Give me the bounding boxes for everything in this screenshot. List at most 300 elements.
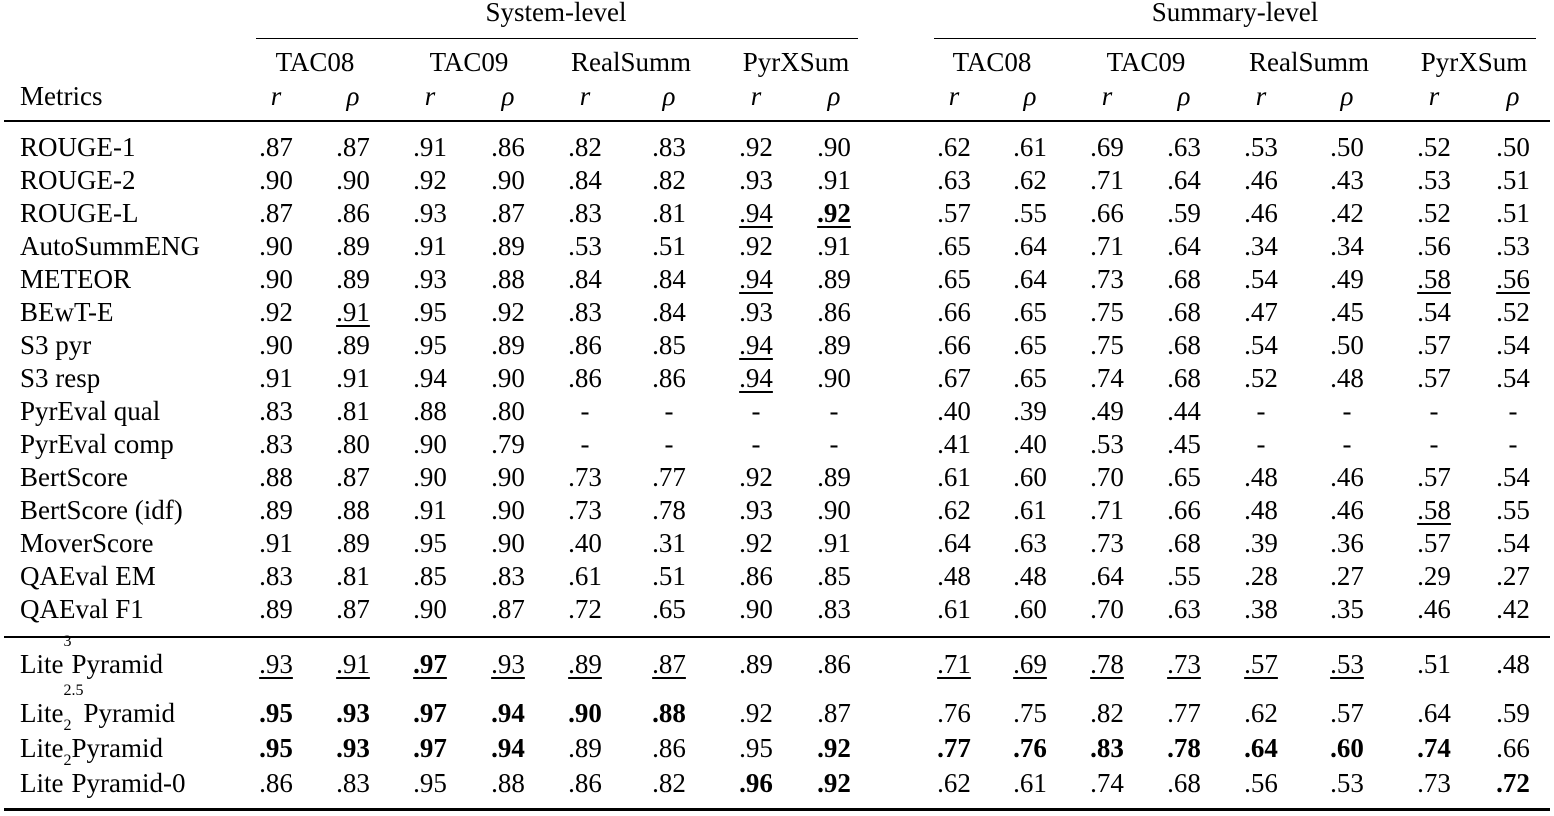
score-cell: .40	[937, 396, 971, 426]
score-cell: .65	[1167, 462, 1201, 492]
score-cell: .87	[817, 698, 851, 728]
score-cell: .92	[817, 768, 851, 798]
score-cell: .67	[937, 363, 971, 393]
score-cell: .89	[259, 594, 293, 624]
score-cell: .52	[1417, 198, 1451, 228]
score-cell: .48	[1244, 462, 1278, 492]
score-cell: .83	[1090, 733, 1124, 763]
score-cell: .61	[568, 561, 602, 591]
score-cell: .89	[491, 231, 525, 261]
score-cell: -	[829, 396, 839, 426]
score-cell: .92	[817, 733, 851, 763]
score-cell: .64	[1244, 733, 1278, 763]
score-cell: .88	[336, 495, 370, 525]
score-cell: .54	[1496, 528, 1530, 558]
score-cell: .83	[568, 198, 602, 228]
top-rule	[4, 120, 1550, 122]
score-cell: .90	[491, 462, 525, 492]
dataset-header: TAC09	[429, 47, 509, 77]
score-cell: .91	[336, 649, 370, 679]
score-cell: .54	[1496, 363, 1530, 393]
score-cell: .71	[1090, 165, 1124, 195]
score-cell: -	[1429, 429, 1439, 459]
dataset-header: RealSumm	[571, 47, 691, 77]
score-cell: -	[1508, 396, 1518, 426]
group-header: System-level	[485, 0, 627, 27]
score-cell: .92	[739, 231, 773, 261]
score-cell: .47	[1244, 297, 1278, 327]
score-cell: .86	[491, 132, 525, 162]
score-cell: .40	[568, 528, 602, 558]
score-cell: .90	[817, 132, 851, 162]
score-cell: .70	[1090, 594, 1124, 624]
score-cell: .51	[652, 561, 686, 591]
score-cell: .61	[937, 594, 971, 624]
score-cell: .54	[1496, 462, 1530, 492]
score-cell: .70	[1090, 462, 1124, 492]
score-cell: .93	[413, 198, 447, 228]
metric-name: AutoSummENG	[20, 231, 201, 261]
metric-name: S3 resp	[20, 363, 101, 393]
score-cell: .94	[491, 698, 525, 728]
score-cell: .46	[1330, 462, 1364, 492]
score-cell: .94	[739, 198, 773, 228]
score-cell: .89	[817, 330, 851, 360]
metric-name: PyrEval qual	[20, 396, 161, 426]
metric-name-suffix: Pyramid-0	[71, 768, 186, 798]
score-cell: .52	[1417, 132, 1451, 162]
score-cell: .87	[491, 594, 525, 624]
score-cell: .63	[937, 165, 971, 195]
score-cell: .86	[817, 297, 851, 327]
score-cell: .94	[739, 363, 773, 393]
score-cell: .73	[1090, 528, 1124, 558]
score-cell: .80	[491, 396, 525, 426]
score-cell: -	[1342, 429, 1352, 459]
score-cell: .82	[1090, 698, 1124, 728]
score-cell: -	[580, 396, 590, 426]
score-cell: .57	[1417, 330, 1451, 360]
metric-name-prefix: Lite	[20, 733, 64, 763]
stat-header: ρ	[501, 81, 515, 111]
stat-header: ρ	[827, 81, 841, 111]
score-cell: .77	[1167, 698, 1201, 728]
score-cell: .91	[413, 495, 447, 525]
metric-name: S3 pyr	[20, 330, 92, 360]
metric-name: ROUGE-2	[20, 165, 136, 195]
metric-name: BertScore (idf)	[20, 495, 183, 525]
score-cell: .95	[739, 733, 773, 763]
score-cell: .83	[259, 429, 293, 459]
score-cell: .81	[336, 396, 370, 426]
score-cell: .86	[568, 330, 602, 360]
score-cell: .88	[491, 264, 525, 294]
score-cell: .53	[1330, 649, 1364, 679]
dataset-header: RealSumm	[1249, 47, 1369, 77]
score-cell: .39	[1013, 396, 1047, 426]
score-cell: .82	[568, 132, 602, 162]
score-cell: .69	[1013, 649, 1047, 679]
score-cell: .63	[1167, 594, 1201, 624]
mid-rule	[4, 636, 1550, 638]
score-cell: .92	[817, 198, 851, 228]
score-cell: .97	[413, 698, 447, 728]
score-cell: .46	[1330, 495, 1364, 525]
score-cell: .71	[1090, 495, 1124, 525]
score-cell: .91	[817, 231, 851, 261]
score-cell: .42	[1496, 594, 1530, 624]
dataset-header: TAC09	[1106, 47, 1186, 77]
score-cell: .60	[1013, 594, 1047, 624]
stat-header: r	[270, 81, 282, 111]
score-cell: .90	[491, 495, 525, 525]
score-cell: .93	[259, 649, 293, 679]
score-cell: .87	[336, 594, 370, 624]
score-cell: .56	[1244, 768, 1278, 798]
score-cell: .66	[937, 330, 971, 360]
score-cell: .61	[1013, 768, 1047, 798]
score-cell: .93	[336, 698, 370, 728]
score-cell: .89	[568, 733, 602, 763]
metric-name-prefix: Lite	[20, 649, 64, 679]
score-cell: .90	[491, 528, 525, 558]
score-cell: -	[1508, 429, 1518, 459]
bottom-rule	[4, 808, 1550, 811]
score-cell: .68	[1167, 297, 1201, 327]
score-cell: .63	[1013, 528, 1047, 558]
score-cell: .34	[1330, 231, 1364, 261]
metric-name: MoverScore	[20, 528, 154, 558]
score-cell: .94	[739, 264, 773, 294]
score-cell: -	[751, 429, 761, 459]
score-cell: .91	[336, 363, 370, 393]
score-cell: .52	[1496, 297, 1530, 327]
metrics-header: Metrics	[20, 81, 103, 111]
score-cell: .92	[491, 297, 525, 327]
score-cell: .59	[1496, 698, 1530, 728]
stat-header: r	[1428, 81, 1440, 111]
score-cell: .51	[652, 231, 686, 261]
score-cell: .86	[568, 768, 602, 798]
score-cell: .56	[1417, 231, 1451, 261]
metric-name: BertScore	[20, 462, 128, 492]
score-cell: .76	[1013, 733, 1047, 763]
score-cell: .86	[817, 649, 851, 679]
score-cell: .95	[413, 330, 447, 360]
dataset-header: TAC08	[952, 47, 1032, 77]
score-cell: .90	[491, 363, 525, 393]
score-cell: .35	[1330, 594, 1364, 624]
score-cell: .91	[817, 165, 851, 195]
score-cell: .51	[1496, 198, 1530, 228]
score-cell: .76	[937, 698, 971, 728]
score-cell: .83	[259, 561, 293, 591]
score-cell: .90	[413, 594, 447, 624]
score-cell: .95	[413, 768, 447, 798]
score-cell: .45	[1167, 429, 1201, 459]
score-cell: .89	[336, 330, 370, 360]
score-cell: .86	[568, 363, 602, 393]
score-cell: .53	[1244, 132, 1278, 162]
score-cell: .50	[1496, 132, 1530, 162]
score-cell: .90	[413, 462, 447, 492]
score-cell: .89	[336, 264, 370, 294]
score-cell: .81	[652, 198, 686, 228]
score-cell: .74	[1417, 733, 1451, 763]
score-cell: .68	[1167, 363, 1201, 393]
score-cell: .90	[413, 429, 447, 459]
score-cell: .66	[937, 297, 971, 327]
score-cell: .53	[1330, 768, 1364, 798]
score-cell: .92	[413, 165, 447, 195]
score-cell: .51	[1417, 649, 1451, 679]
score-cell: .75	[1090, 330, 1124, 360]
score-cell: .89	[259, 495, 293, 525]
score-cell: .78	[1167, 733, 1201, 763]
metric-name-superscript: 2.5	[63, 682, 84, 699]
metric-name-suffix: Pyramid	[83, 698, 175, 728]
score-cell: .65	[1013, 363, 1047, 393]
score-cell: .48	[937, 561, 971, 591]
score-cell: .79	[491, 429, 525, 459]
score-cell: .84	[568, 165, 602, 195]
score-cell: .42	[1330, 198, 1364, 228]
score-cell: .63	[1167, 132, 1201, 162]
score-cell: .86	[652, 733, 686, 763]
score-cell: .83	[568, 297, 602, 327]
score-cell: .29	[1417, 561, 1451, 591]
score-cell: .93	[739, 495, 773, 525]
score-cell: .87	[336, 132, 370, 162]
group-rule-summary	[934, 38, 1536, 39]
metric-name: QAEval EM	[20, 561, 156, 591]
score-cell: .90	[336, 165, 370, 195]
score-cell: .87	[491, 198, 525, 228]
score-cell: .89	[817, 264, 851, 294]
score-cell: .91	[413, 231, 447, 261]
score-cell: .89	[336, 528, 370, 558]
score-cell: .57	[1330, 698, 1364, 728]
metric-name-prefix: Lite	[20, 698, 64, 728]
score-cell: .90	[739, 594, 773, 624]
score-cell: .57	[937, 198, 971, 228]
stat-header: ρ	[1340, 81, 1354, 111]
stat-header: r	[1255, 81, 1267, 111]
score-cell: .78	[652, 495, 686, 525]
stat-header: ρ	[1023, 81, 1037, 111]
score-cell: .83	[336, 768, 370, 798]
stat-header: ρ	[346, 81, 360, 111]
score-cell: .66	[1167, 495, 1201, 525]
metric-name: QAEval F1	[20, 594, 144, 624]
stat-header: ρ	[662, 81, 676, 111]
score-cell: .48	[1244, 495, 1278, 525]
stat-header: r	[750, 81, 762, 111]
metric-name-superscript: 2	[63, 752, 72, 769]
score-cell: .73	[1090, 264, 1124, 294]
score-cell: .83	[817, 594, 851, 624]
score-cell: -	[664, 429, 674, 459]
metric-name	[20, 717, 163, 764]
score-cell: .68	[1167, 330, 1201, 360]
score-cell: .96	[739, 768, 773, 798]
score-cell: .68	[1167, 768, 1201, 798]
score-cell: .87	[652, 649, 686, 679]
score-cell: .72	[568, 594, 602, 624]
score-cell: .73	[1417, 768, 1451, 798]
stat-header: r	[424, 81, 436, 111]
score-cell: .54	[1244, 264, 1278, 294]
score-cell: .87	[259, 132, 293, 162]
score-cell: .92	[739, 132, 773, 162]
score-cell: .52	[1244, 363, 1278, 393]
score-cell: -	[664, 396, 674, 426]
stat-header: r	[1101, 81, 1113, 111]
score-cell: .50	[1330, 330, 1364, 360]
score-cell: .91	[413, 132, 447, 162]
score-cell: .83	[652, 132, 686, 162]
score-cell: .62	[937, 132, 971, 162]
score-cell: .77	[652, 462, 686, 492]
score-cell: .65	[937, 231, 971, 261]
score-cell: .53	[1417, 165, 1451, 195]
score-cell: .64	[937, 528, 971, 558]
score-cell: .60	[1330, 733, 1364, 763]
score-cell: .84	[652, 297, 686, 327]
score-cell: .64	[1013, 231, 1047, 261]
score-cell: .88	[491, 768, 525, 798]
score-cell: .73	[568, 495, 602, 525]
score-cell: .60	[1013, 462, 1047, 492]
score-cell: .92	[739, 462, 773, 492]
score-cell: .38	[1244, 594, 1278, 624]
metric-name-suffix: Pyramid	[71, 649, 163, 679]
score-cell: .95	[259, 698, 293, 728]
metric-name-superscript: 2	[63, 717, 72, 734]
score-cell: .71	[1090, 231, 1124, 261]
score-cell: .84	[568, 264, 602, 294]
score-cell: .57	[1417, 528, 1451, 558]
score-cell: .81	[336, 561, 370, 591]
score-cell: .28	[1244, 561, 1278, 591]
score-cell: .94	[491, 733, 525, 763]
score-cell: .90	[259, 231, 293, 261]
group-rule-system	[256, 38, 858, 39]
score-cell: .66	[1090, 198, 1124, 228]
score-cell: .88	[413, 396, 447, 426]
score-cell: .85	[817, 561, 851, 591]
score-cell: .41	[937, 429, 971, 459]
score-cell: .53	[1496, 231, 1530, 261]
score-cell: .88	[652, 698, 686, 728]
score-cell: .56	[1496, 264, 1530, 294]
dataset-header: PyrXSum	[742, 47, 850, 77]
score-cell: .43	[1330, 165, 1364, 195]
score-cell: .90	[817, 363, 851, 393]
score-cell: .55	[1167, 561, 1201, 591]
score-cell: .86	[652, 363, 686, 393]
score-cell: -	[1256, 429, 1266, 459]
score-cell: .89	[336, 231, 370, 261]
score-cell: .92	[739, 528, 773, 558]
score-cell: .90	[259, 165, 293, 195]
score-cell: .54	[1244, 330, 1278, 360]
score-cell: .65	[652, 594, 686, 624]
score-cell: .31	[652, 528, 686, 558]
score-cell: .61	[1013, 495, 1047, 525]
metric-name-prefix: Lite	[20, 768, 64, 798]
score-cell: .91	[259, 528, 293, 558]
score-cell: .90	[259, 264, 293, 294]
score-cell: .62	[1013, 165, 1047, 195]
score-cell: .58	[1417, 495, 1451, 525]
score-cell: .68	[1167, 528, 1201, 558]
score-cell: .95	[413, 297, 447, 327]
score-cell: .46	[1244, 198, 1278, 228]
score-cell: .90	[491, 165, 525, 195]
score-cell: .73	[1167, 649, 1201, 679]
score-cell: .65	[937, 264, 971, 294]
stat-header: r	[948, 81, 960, 111]
score-cell: .61	[1013, 132, 1047, 162]
score-cell: .97	[413, 649, 447, 679]
dataset-header: PyrXSum	[1420, 47, 1528, 77]
score-cell: .46	[1417, 594, 1451, 624]
score-cell: .64	[1417, 698, 1451, 728]
score-cell: .72	[1496, 768, 1530, 798]
score-cell: .77	[937, 733, 971, 763]
score-cell: .27	[1330, 561, 1364, 591]
score-cell: .94	[413, 363, 447, 393]
score-cell: .74	[1090, 768, 1124, 798]
metric-name-superscript: 3	[63, 633, 72, 650]
score-cell: .78	[1090, 649, 1124, 679]
score-cell: .39	[1244, 528, 1278, 558]
stat-header: ρ	[1506, 81, 1520, 111]
score-cell: .48	[1330, 363, 1364, 393]
score-cell: .92	[739, 698, 773, 728]
metric-name: ROUGE-1	[20, 132, 136, 162]
score-cell: .49	[1330, 264, 1364, 294]
score-cell: .36	[1330, 528, 1364, 558]
stat-header: r	[579, 81, 591, 111]
score-cell: .50	[1330, 132, 1364, 162]
score-cell: .46	[1244, 165, 1278, 195]
score-cell: .85	[652, 330, 686, 360]
score-cell: -	[829, 429, 839, 459]
score-cell: .57	[1417, 363, 1451, 393]
score-cell: .66	[1496, 733, 1530, 763]
score-cell: -	[751, 396, 761, 426]
score-cell: .89	[568, 649, 602, 679]
score-cell: .94	[739, 330, 773, 360]
score-cell: .86	[259, 768, 293, 798]
score-cell: .71	[937, 649, 971, 679]
score-cell: .85	[413, 561, 447, 591]
metric-name: PyrEval comp	[20, 429, 174, 459]
score-cell: .93	[336, 733, 370, 763]
score-cell: .87	[336, 462, 370, 492]
score-cell: .82	[652, 768, 686, 798]
metric-name	[20, 633, 163, 680]
score-cell: .44	[1167, 396, 1201, 426]
score-cell: .87	[259, 198, 293, 228]
score-cell: .62	[937, 768, 971, 798]
score-cell: .93	[491, 649, 525, 679]
score-cell: .27	[1496, 561, 1530, 591]
score-cell: .93	[739, 297, 773, 327]
score-cell: .57	[1417, 462, 1451, 492]
